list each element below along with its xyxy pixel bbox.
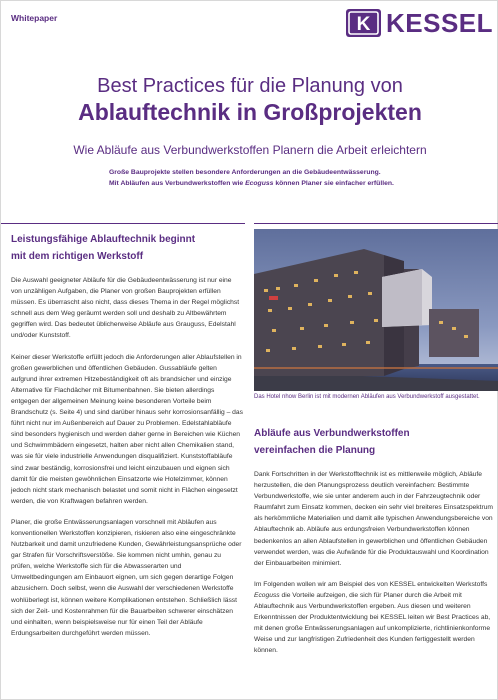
left-paragraph-1: Die Auswahl geeigneter Abläufe für die Gebäudeentwässerung ist nur eine von unzähligen Aufgaben, die Planer von großen Bauprojekten erfüllen müssen. Es überrascht also nicht, dass dieses Thema in der Regel möglichst schnell aus dem Weg geräumt werden soll und deshalb zu Altbewährtem gegriffen wird. Das bedeutet üblicherweise Abläufe aus Grauguss, Edelstahl und/oder Kunststoff. (11, 277, 240, 340)
right-heading-line-1: Abläufe aus Verbundwerkstoffen (254, 428, 410, 439)
left-paragraph-2: Keiner dieser Werkstoffe erfüllt jedoch die Anforderungen aller Ablaufstellen in großen gewerblichen und öffentlichen Gebäuden. Gussabläufe gelten aufgrund ihrer extremen Hitzebeständigkeit oft als brandsicher und einzige Alternative für Flachdächer mit Bitumenbahnen. Sie bieten allerdings entgegen der allgemeinen Meinung keine besonderen Vorteile beim Brandschutz (s. Seite 4) und sind darüber hinaus sehr korrosionsanfällig – das führt nicht nur im Außenbereich auf Dauer zu Problemen. Edelstahlabläufe sind besonders hygienisch und werden daher gerne in Bereichen wie Küchen und Schwimmbädern eingesetzt, halten aber nicht allen Chemikalien stand, was sie für viele industrielle Anwendungen disqualifiziert. Kunststoffabläufe sind zwar beständig, korrosionsfrei und leicht einzubauen und eignen sich damit für die meisten gewöhnlichen Einsatzorte wie Hotelzimmer, können jedoch nicht stark mechanisch belastet und somit nicht in Flächen eingesetzt werden, die von Kraftwagen befahren werden. (11, 353, 243, 505)
left-heading-line-2: mit dem richtigen Werkstoff (11, 251, 144, 262)
right-paragraph-2-ecoguss: Ecoguss (254, 591, 280, 599)
right-column (254, 425, 494, 657)
intro-line-2 (109, 179, 469, 190)
kessel-logo-mark-icon (346, 9, 381, 37)
right-body (254, 469, 494, 657)
document-type-label: Whitepaper (11, 13, 58, 23)
intro-ecoguss: Ecoguss (245, 179, 274, 187)
photo-caption: Das Hotel nhow Berlin ist mit modernen Abläufen aus Verbundwerkstoff ausgestattet. (254, 394, 480, 400)
kessel-logo (346, 9, 493, 37)
intro-line-2-start: Mit Abläufen aus Verbundwerkstoffen wie (109, 179, 246, 187)
hotel-photo-illustration (254, 229, 498, 391)
right-column-divider (254, 223, 498, 224)
subtitle: Wie Abläufe aus Verbundwerkstoffen Planern die Arbeit erleichtern (73, 143, 427, 157)
right-paragraph-2 (254, 579, 494, 657)
right-paragraph-2-end: die Vorteile aufzeigen, die sich für Planer durch die Arbeit mit Ablauftechnik aus Verbundwerkstoffen ergeben. Aus diesen und weiteren Erkenntnissen der Produktentwicklung bei KESSEL leiten wir Best Practices ab, mit denen große Entwässerungsanlagen auf unkomplizierte, richtlinienkonforme Weise und zur langfristigen Zufriedenheit des Kunden fertiggestellt werden können. (254, 591, 491, 655)
right-paragraph-2-start: Im Folgenden wollen wir am Beispiel des von KESSEL entwickelten Werkstoffs (254, 580, 488, 588)
right-heading-line-2: vereinfachen die Planung (254, 445, 376, 456)
intro-text (109, 168, 469, 189)
title-line-2: Ablauftechnik in Großprojekten (78, 99, 422, 125)
logo-mark-letter: K (356, 14, 371, 35)
left-column (11, 231, 243, 639)
intro-line-2-end: können Planer sie einfacher erfüllen. (273, 179, 394, 187)
right-heading (254, 425, 494, 459)
left-body (11, 275, 243, 639)
intro-line-1: Große Bauprojekte stellen besondere Anforderungen an die Gebäudeentwässerung. (109, 169, 381, 176)
left-heading (11, 231, 243, 265)
logo-wordmark: KESSEL (386, 8, 494, 38)
hotel-photo (254, 229, 498, 391)
right-paragraph-1: Dank Fortschritten in der Werkstofftechnik ist es mittlerweile möglich, Abläufe herzustellen, die den Planungsprozess deutlich vereinfachen: Bestimmte Verbundwerkstoffe, wie sie unter anderem auch in der Fahrzeugtechnik oder Raumfahrt zum Einsatz kommen, decken ein sehr viel breiteres Einsatzspektrum als herkömmliche Materialien und damit alle typischen Anwendungsbereiche von Ablauftechnik ab. Abläufe aus erdungsfreien Verbundwerkstoffen können bedenkenlos an allen Ablaufstellen in gewerblichen und öffentlichen Gebäuden verwendet werden, was die Aufwände für die Produktauswahl und Koordination der Einbauarbeiten minimiert. (254, 471, 493, 567)
title-line-1: Best Practices für die Planung von (97, 75, 403, 97)
left-paragraph-3: Planer, die große Entwässerungsanlagen vorschnell mit Abläufen aus konventionellen Werkstoffen konzipieren, riskieren also eine eingeschränkte Nutzbarkeit und damit unzufriedene Kunden, Gewährleistungsansprüche oder gar Strafen für Vorschriftsverstöße. Sie kommen nicht umhin, genau zu prüfen, welche Werkstoffe sich für die Abwasserarten und Umweltbedingungen am Einbauort eignen, um sich gegen derartige Folgen abzusichern. Doch selbst, wenn die Auswahl der verschiedenen Werkstoffe wohlüberlegt ist, können weitere Komplikationen entstehen. Schließlich lässt sich der Zeit- und Kostenrahmen für die Bauarbeiten schwerer einschätzen und einhalten, wenn beispielsweise nur für einen Teil der Abläufe Erdungsarbeiten durchgeführt werden müssen. (11, 518, 242, 637)
left-column-divider (1, 223, 245, 224)
left-heading-line-1: Leistungsfähige Ablauftechnik beginnt (11, 234, 196, 245)
